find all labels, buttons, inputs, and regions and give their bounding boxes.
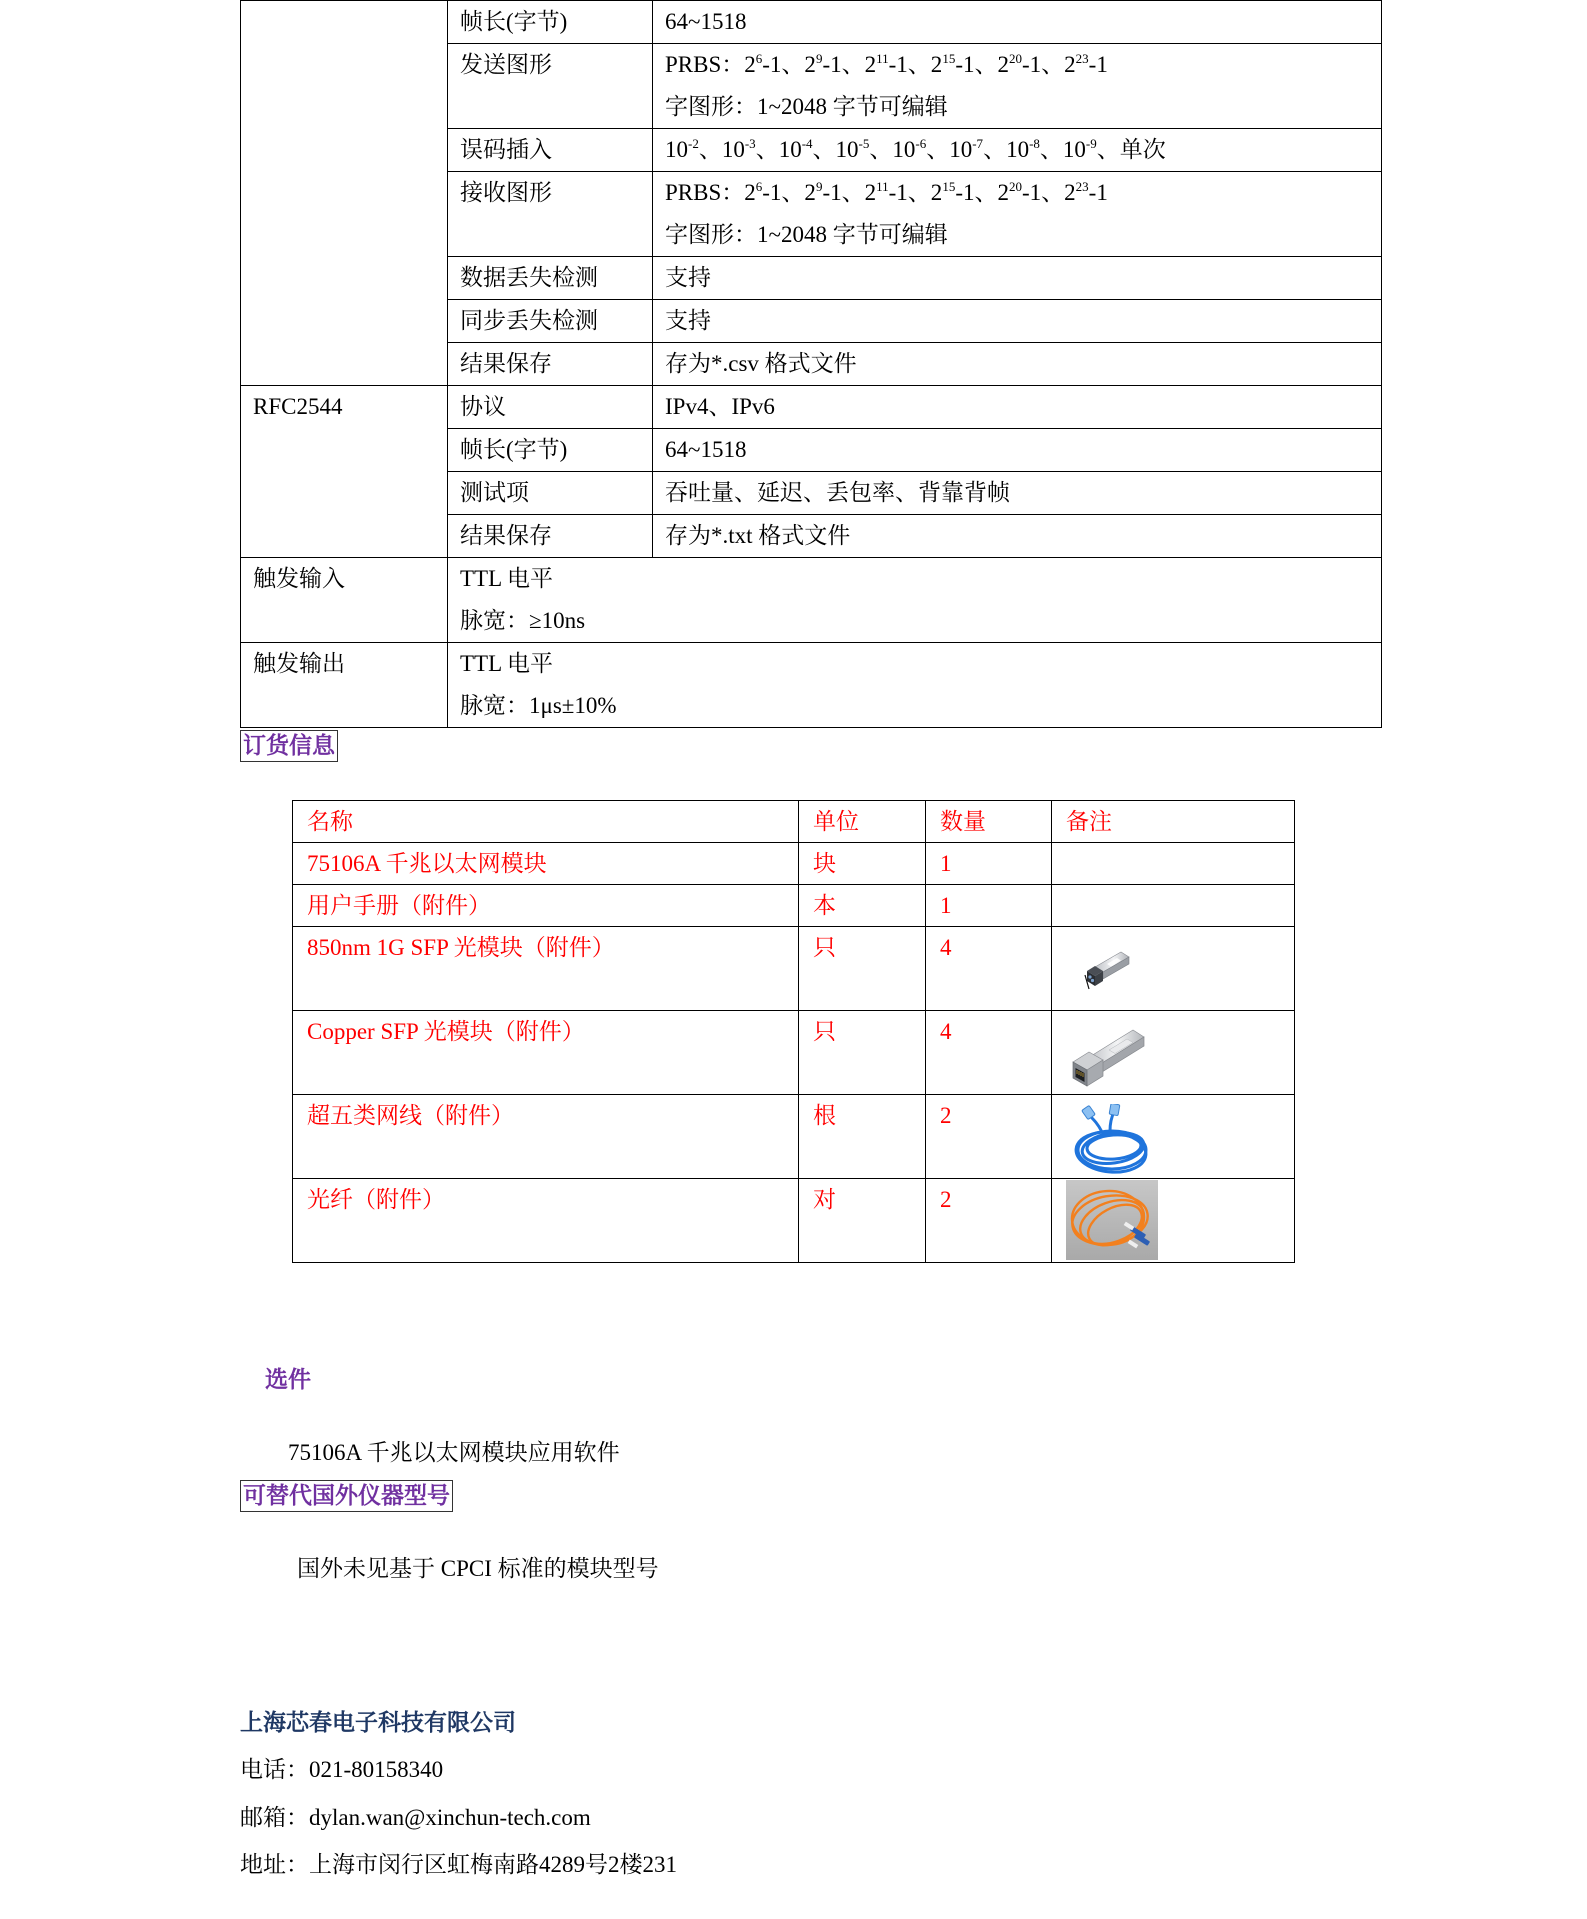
text-segment: 字图形：1~2048 字节可编辑 — [665, 222, 948, 247]
spec-param: 测试项 — [448, 472, 653, 515]
spec-value — [653, 343, 1382, 386]
spec-param: 帧长(字节) — [448, 1, 653, 44]
text-segment: -1、2 — [955, 52, 1009, 77]
spec-param: 接收图形 — [448, 172, 653, 257]
ordering-item-remark — [1052, 1011, 1295, 1095]
cell-line — [665, 86, 1369, 128]
ordering-item-qty: 1 — [926, 843, 1052, 885]
ordering-column-header: 名称 — [293, 801, 799, 843]
text-segment: 脉宽：≥10ns — [460, 608, 586, 633]
text-segment: 支持 — [665, 265, 711, 290]
text-segment: -1 — [1088, 52, 1108, 77]
spec-param: 同步丢失检测 — [448, 300, 653, 343]
spec-row — [241, 386, 1382, 429]
ordering-row — [293, 885, 1295, 927]
spec-row — [241, 1, 1382, 44]
spec-param: 发送图形 — [448, 44, 653, 129]
cell-line — [665, 1, 1369, 43]
text-segment: TTL 电平 — [460, 651, 554, 676]
superscript: 15 — [942, 51, 956, 66]
cell-line — [665, 172, 1369, 214]
cell-line — [665, 515, 1369, 557]
text-segment: -1、2 — [822, 52, 877, 77]
superscript: 11 — [876, 51, 889, 66]
company-phone: 电话：021-80158340 — [240, 1757, 444, 1782]
spec-param: 数据丢失检测 — [448, 257, 653, 300]
spec-value — [653, 129, 1382, 172]
text-segment: 、10 — [869, 137, 916, 162]
superscript: -9 — [1085, 136, 1097, 151]
cell-line — [665, 44, 1369, 86]
company-email: 邮箱：dylan.wan@xinchun-tech.com — [240, 1805, 591, 1830]
copper-sfp-module-image — [1067, 1018, 1294, 1088]
text-segment: 字图形：1~2048 字节可编辑 — [665, 94, 948, 119]
spec-value — [653, 515, 1382, 558]
spec-group-label: RFC2544 — [241, 386, 448, 558]
ordering-item-name: 超五类网线（附件） — [293, 1095, 799, 1179]
superscript: -5 — [858, 136, 870, 151]
cell-line — [665, 129, 1369, 171]
text-segment: 、10 — [698, 137, 745, 162]
text-segment: -1、2 — [822, 180, 877, 205]
alternatives-text: 国外未见基于 CPCI 标准的模块型号 — [297, 1556, 659, 1581]
spec-value — [653, 472, 1382, 515]
ordering-item-remark — [1052, 927, 1295, 1011]
superscript: 23 — [1075, 179, 1089, 194]
ordering-item-unit: 块 — [799, 843, 926, 885]
spec-value — [653, 172, 1382, 257]
ordering-item-name: 光纤（附件） — [293, 1179, 799, 1263]
text-segment: TTL 电平 — [460, 566, 554, 591]
spec-param: 协议 — [448, 386, 653, 429]
text-segment: -1、2 — [955, 180, 1009, 205]
ordering-column-header: 单位 — [799, 801, 926, 843]
cell-line — [460, 600, 1369, 642]
ordering-item-remark — [1052, 843, 1295, 885]
ordering-item-unit: 只 — [799, 1011, 926, 1095]
superscript: -8 — [1029, 136, 1040, 151]
superscript: 6 — [755, 179, 763, 194]
superscript: 23 — [1075, 51, 1089, 66]
spec-value — [653, 257, 1382, 300]
spec-value — [653, 44, 1382, 129]
spec-param: 误码插入 — [448, 129, 653, 172]
ordering-row — [293, 1179, 1295, 1263]
spec-value — [448, 558, 1382, 643]
cell-line — [665, 386, 1369, 428]
spec-group-label: 触发输出 — [241, 643, 448, 728]
superscript: -6 — [915, 136, 927, 151]
ordering-column-header: 备注 — [1052, 801, 1295, 843]
spec-group-label — [241, 1, 448, 386]
company-address: 地址：上海市闵行区虹梅南路4289号2楼231 — [240, 1852, 677, 1877]
spec-table — [240, 0, 1382, 728]
ordering-row — [293, 1095, 1295, 1179]
text-segment: 、单次 — [1096, 137, 1166, 162]
cell-line — [665, 257, 1369, 299]
alternatives-heading: 可替代国外仪器型号 — [240, 1480, 453, 1512]
ordering-header-row — [293, 801, 1295, 843]
ordering-table-body — [293, 843, 1295, 1263]
superscript: 6 — [755, 51, 763, 66]
ordering-item-unit: 本 — [799, 885, 926, 927]
ordering-item-remark — [1052, 1095, 1295, 1179]
ordering-item-unit: 根 — [799, 1095, 926, 1179]
ordering-item-unit: 对 — [799, 1179, 926, 1263]
spec-value — [448, 643, 1382, 728]
text-segment: 脉宽：1μs±10% — [460, 693, 617, 718]
text-segment: 64~1518 — [665, 9, 747, 34]
ordering-column-header: 数量 — [926, 801, 1052, 843]
cat5e-cable-image — [1072, 1104, 1294, 1176]
text-segment: 吞吐量、延迟、丢包率、背靠背帧 — [665, 480, 1010, 505]
spec-value — [653, 300, 1382, 343]
cell-line — [460, 643, 1369, 685]
cell-line — [665, 429, 1369, 471]
ordering-item-qty: 4 — [926, 927, 1052, 1011]
text-segment: 、10 — [812, 137, 859, 162]
cell-line — [460, 558, 1369, 600]
fiber-patch-cord-image — [1066, 1180, 1294, 1260]
text-segment: 10 — [665, 137, 688, 162]
superscript: -4 — [801, 136, 813, 151]
text-segment: -1、2 — [1021, 52, 1076, 77]
ordering-row — [293, 1011, 1295, 1095]
text-segment: -1、2 — [762, 52, 816, 77]
superscript: -7 — [972, 136, 984, 151]
superscript: 15 — [942, 179, 956, 194]
text-segment: 64~1518 — [665, 437, 747, 462]
cell-line — [460, 685, 1369, 727]
spec-param: 帧长(字节) — [448, 429, 653, 472]
text-segment: -1、2 — [888, 180, 943, 205]
ordering-table — [292, 800, 1295, 1263]
text-segment: IPv4、IPv6 — [665, 394, 775, 419]
cell-line — [665, 343, 1369, 385]
ordering-item-qty: 4 — [926, 1011, 1052, 1095]
spec-param: 结果保存 — [448, 343, 653, 386]
superscript: -2 — [688, 136, 699, 151]
cell-line — [665, 214, 1369, 256]
spec-value — [653, 429, 1382, 472]
text-segment: -1、2 — [762, 180, 816, 205]
superscript: 20 — [1008, 51, 1022, 66]
text-segment: 、10 — [755, 137, 802, 162]
text-segment: -1、2 — [1021, 180, 1076, 205]
options-item: 75106A 千兆以太网模块应用软件 — [288, 1440, 620, 1465]
sfp-850nm-module-image — [1081, 945, 1294, 995]
text-segment: PRBS：2 — [665, 52, 756, 77]
ordering-row — [293, 843, 1295, 885]
ordering-table-head — [293, 801, 1295, 843]
cell-line — [665, 300, 1369, 342]
text-segment: 、10 — [926, 137, 973, 162]
ordering-item-qty: 2 — [926, 1095, 1052, 1179]
text-segment: -1 — [1088, 180, 1108, 205]
superscript: 9 — [815, 179, 823, 194]
spec-value — [653, 386, 1382, 429]
superscript: -3 — [744, 136, 756, 151]
company-name: 上海芯春电子科技有限公司 — [240, 1710, 516, 1735]
spec-row — [241, 558, 1382, 643]
spec-row — [241, 643, 1382, 728]
text-segment: 存为*.csv 格式文件 — [665, 351, 857, 376]
superscript: 9 — [815, 51, 823, 66]
text-segment: 、10 — [1039, 137, 1086, 162]
ordering-item-unit: 只 — [799, 927, 926, 1011]
ordering-item-qty: 2 — [926, 1179, 1052, 1263]
superscript: 20 — [1008, 179, 1022, 194]
text-segment: PRBS：2 — [665, 180, 756, 205]
ordering-item-name: Copper SFP 光模块（附件） — [293, 1011, 799, 1095]
ordering-item-remark — [1052, 885, 1295, 927]
text-segment: -1、2 — [888, 52, 943, 77]
text-segment: 存为*.txt 格式文件 — [665, 523, 851, 548]
spec-param: 结果保存 — [448, 515, 653, 558]
ordering-heading: 订货信息 — [240, 730, 338, 762]
ordering-item-name: 850nm 1G SFP 光模块（附件） — [293, 927, 799, 1011]
spec-value — [653, 1, 1382, 44]
superscript: 11 — [876, 179, 889, 194]
text-segment: 支持 — [665, 308, 711, 333]
ordering-item-remark — [1052, 1179, 1295, 1263]
spec-table-body — [241, 1, 1382, 728]
ordering-row — [293, 927, 1295, 1011]
ordering-item-name: 用户手册（附件） — [293, 885, 799, 927]
cell-line — [665, 472, 1369, 514]
ordering-item-qty: 1 — [926, 885, 1052, 927]
ordering-item-name: 75106A 千兆以太网模块 — [293, 843, 799, 885]
options-heading: 选件 — [265, 1367, 311, 1392]
text-segment: 、10 — [983, 137, 1030, 162]
spec-group-label: 触发输入 — [241, 558, 448, 643]
